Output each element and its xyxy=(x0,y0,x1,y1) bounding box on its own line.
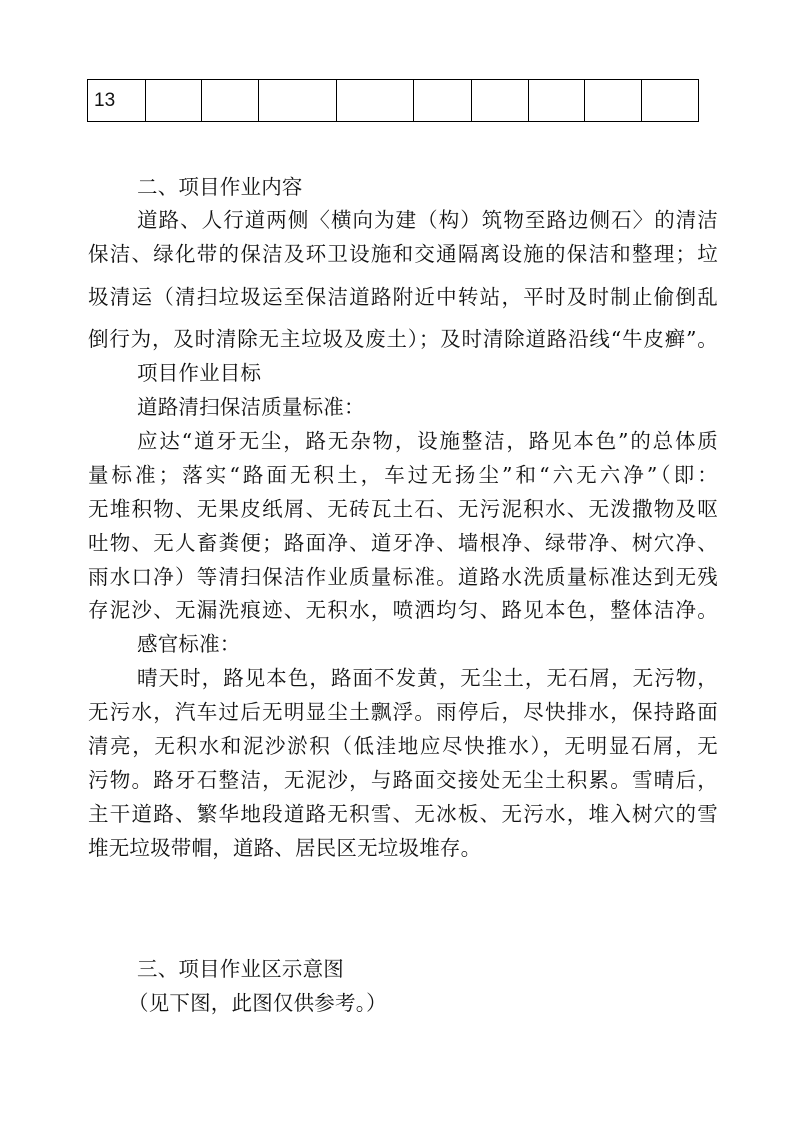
paragraph-line: 晴天时，路见本色，路面不发黄，无尘土，无石屑，无污物， xyxy=(137,666,718,690)
table-cell xyxy=(471,80,528,122)
table-cell: 13 xyxy=(88,80,146,122)
table-cell xyxy=(528,80,585,122)
paragraph-line: 雨水口净）等清扫保洁作业质量标准。道路水洗质量标准达到无残 xyxy=(88,565,718,589)
paragraph-line: 清亮，无积水和泥沙淤积（低洼地应尽快推水），无明显石屑，无 xyxy=(88,734,718,758)
paragraph-line: 无污水，汽车过后无明显尘土飘浮。雨停后，尽快排水，保持路面 xyxy=(88,700,718,724)
quality-heading: 道路清扫保洁质量标准： xyxy=(137,395,365,419)
table-row xyxy=(88,80,699,122)
paragraph-line: 污物。路牙石整洁，无泥沙，与路面交接处无尘土积累。雪晴后， xyxy=(88,768,718,792)
paragraph-line: 道路、人行道两侧〈横向为建（构）筑物至路边侧石〉的清洁 xyxy=(137,208,718,232)
table-cell xyxy=(146,80,202,122)
paragraph-line: 应达“道牙无尘，路无杂物，设施整洁，路见本色”的总体质 xyxy=(137,429,718,453)
figure-note: （见下图，此图仅供参考。） xyxy=(128,991,387,1015)
table-cell xyxy=(336,80,413,122)
section-3-heading: 三、项目作业区示意图 xyxy=(137,957,344,981)
table-cell xyxy=(258,80,336,122)
goal-heading: 项目作业目标 xyxy=(137,361,262,385)
table-cell xyxy=(585,80,642,122)
table-cell xyxy=(414,80,472,122)
table-cell xyxy=(642,80,699,122)
paragraph-line: 圾清运（清扫垃圾运至保洁道路附近中转站，平时及时制止偷倒乱 xyxy=(88,285,718,309)
paragraph-line: 保洁、绿化带的保洁及环卫设施和交通隔离设施的保洁和整理；垃 xyxy=(88,242,718,266)
sensory-heading: 感官标准： xyxy=(137,632,241,656)
paragraph-line: 主干道路、繁华地段道路无积雪、无冰板、无污水，堆入树穴的雪 xyxy=(88,802,718,826)
paragraph-line: 吐物、无人畜粪便；路面净、道牙净、墙根净、绿带净、树穴净、 xyxy=(88,531,718,555)
table-cell xyxy=(202,80,259,122)
paragraph-line: 量标准；落实“路面无积土，车过无扬尘”和“六无六净”（即： xyxy=(88,463,718,487)
paragraph-line: 堆无垃圾带帽，道路、居民区无垃圾堆存。 xyxy=(88,836,482,860)
paragraph-line: 倒行为，及时清除无主垃圾及废土）；及时清除道路沿线“牛皮癣”。 xyxy=(88,327,718,351)
paragraph-line: 无堆积物、无果皮纸屑、无砖瓦土石、无污泥积水、无泼撒物及呕 xyxy=(88,497,718,521)
paragraph-line: 存泥沙、无漏洗痕迹、无积水，喷洒均匀、路见本色，整体洁净。 xyxy=(88,598,718,622)
section-2-heading: 二、项目作业内容 xyxy=(137,175,303,199)
data-table xyxy=(87,79,699,122)
